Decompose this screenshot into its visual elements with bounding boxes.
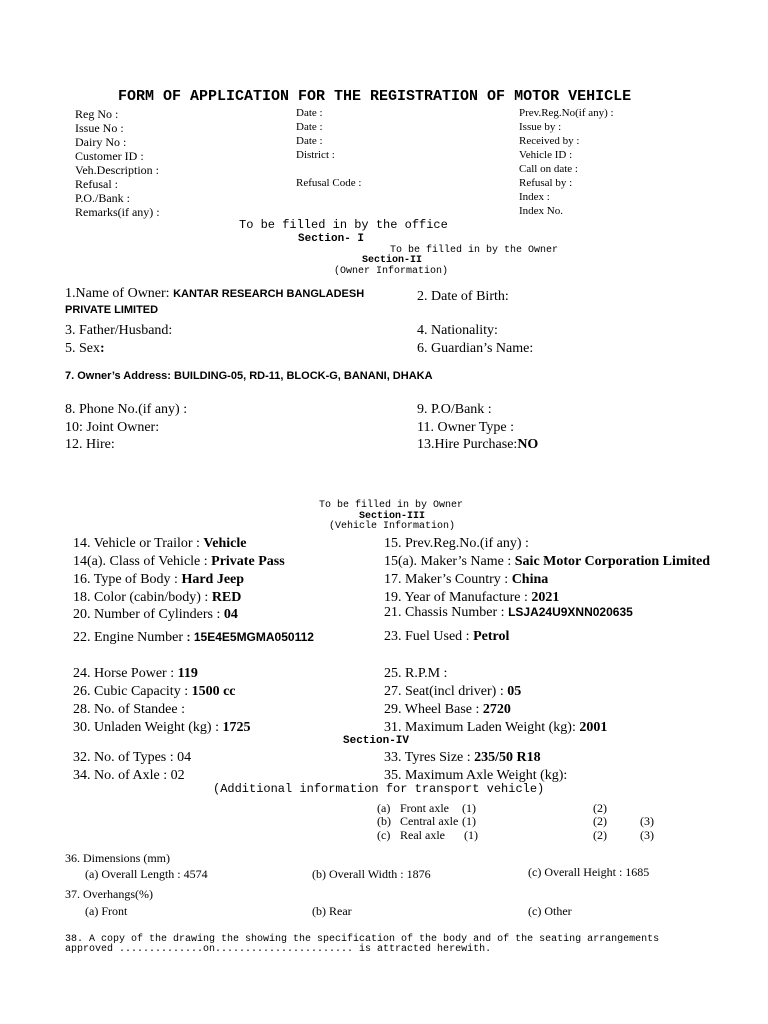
owner-name-label: 1.Name of Owner: [65, 286, 174, 301]
fuel-used-label: 23. Fuel Used : [384, 629, 474, 644]
nationality-label: 4. Nationality: [417, 323, 498, 338]
cylinders-field [73, 607, 238, 623]
index-no-label: Index No. [519, 205, 563, 217]
laden-weight-label: 31. Maximum Laden Weight (kg): [384, 720, 580, 735]
prev-reg-label: Prev.Reg.No(if any) : [519, 107, 614, 119]
sex-label: 5. Sex [65, 341, 100, 356]
prev-reg-no-label: 15. Prev.Reg.No.(if any) : [384, 536, 529, 551]
seat-value: 05 [507, 684, 522, 699]
makers-name-value: Saic Motor Corporation Limited [514, 554, 711, 569]
owner-address: 7. Owner’s Address: BUILDING-05, RD-11, BLOCK-G, BANANI, DHAKA [65, 370, 433, 382]
engine-number-value: : 15E4E5MGMA050112 [186, 630, 314, 644]
axle-name: Front axle [400, 801, 449, 815]
makers-country-field [384, 572, 548, 588]
guardian-name-label: 6. Guardian’s Name: [417, 341, 534, 356]
owner-type-label: 11. Owner Type : [417, 420, 515, 435]
father-husband-label: 3. Father/Husband: [65, 323, 173, 338]
class-of-vehicle-value: Private Pass [211, 554, 285, 569]
chassis-number-value: LSJA24U9XNN020635 [508, 605, 633, 619]
vehicle-or-trailor-field [73, 536, 246, 552]
cubic-capacity-value: 1500 cc [191, 684, 236, 699]
year-of-manufacture-field [384, 590, 559, 606]
form-title: FORM OF APPLICATION FOR THE REGISTRATION OF MOTOR VEHICLE [118, 88, 632, 105]
overhangs-label: 37. Overhangs(%) [65, 887, 153, 901]
hire-label: 12. Hire: [65, 437, 115, 452]
makers-name-label: 15(a). Maker’s Name : [384, 554, 515, 569]
hire-purchase-label: 13.Hire Purchase: [417, 437, 518, 452]
laden-weight-field [384, 720, 607, 736]
vehicle-or-trailor-value: Vehicle [203, 536, 247, 551]
no-of-axle-label: 34. No. of Axle : 02 [73, 768, 185, 783]
axle-col-1: (1) [462, 814, 476, 828]
type-of-body-label: 16. Type of Body : [73, 572, 182, 587]
axle-name: Central axle [400, 814, 459, 828]
overhang-rear: (b) Rear [312, 904, 352, 918]
color-label: 18. Color (cabin/body) : [73, 590, 212, 605]
cubic-capacity-field [73, 684, 236, 700]
makers-country-label: 17. Maker’s Country : [384, 572, 512, 587]
overall-width: (b) Overall Width : 1876 [312, 867, 431, 881]
axle-col-3: (3) [640, 828, 654, 842]
makers-name-field [384, 554, 710, 570]
section-1-heading: Section- I [298, 233, 365, 245]
hire-purchase-value: NO [517, 437, 539, 452]
axle-col-1: (1) [462, 801, 476, 815]
axle-key: (b) [377, 814, 391, 828]
remarks-label: Remarks(if any) : [75, 205, 160, 219]
no-of-types-label: 32. No. of Types : 04 [73, 750, 192, 765]
veh-description-label: Veh.Description : [75, 163, 159, 177]
horse-power-field [73, 666, 198, 682]
owner-name-field [65, 286, 364, 302]
fuel-used-value: Petrol [473, 629, 510, 644]
tyres-size-value: 235/50 R18 [474, 750, 541, 765]
unladen-weight-field [73, 720, 250, 736]
index-label: Index : [519, 191, 550, 203]
wheel-base-field [384, 702, 511, 718]
refusal-by-label: Refusal by : [519, 177, 573, 189]
wheel-base-value: 2720 [482, 702, 511, 717]
vehicle-info-subheading: (Vehicle Information) [329, 521, 456, 532]
vehicle-note: To be filled in by Owner [319, 500, 464, 511]
cubic-capacity-label: 26. Cubic Capacity : [73, 684, 192, 699]
laden-weight-value: 2001 [579, 720, 608, 735]
seat-label: 27. Seat(incl driver) : [384, 684, 508, 699]
chassis-number-label: 21. Chassis Number : [384, 605, 509, 620]
engine-number-field [73, 630, 314, 646]
drawing-statement-line-2: approved ..............on....................... is attracted herewith. [65, 944, 492, 955]
horse-power-value: 119 [177, 666, 198, 681]
received-by-label: Received by : [519, 135, 580, 147]
district-label: District : [296, 149, 335, 161]
axle-name: Real axle [400, 828, 445, 842]
date-label-2: Date : [296, 121, 323, 133]
refusal-code-label: Refusal Code : [296, 177, 362, 189]
joint-owner-label: 10: Joint Owner: [65, 420, 160, 435]
cylinders-label: 20. Number of Cylinders : [73, 607, 224, 622]
date-label-1: Date : [296, 107, 323, 119]
drawing-statement-line-1: 38. A copy of the drawing the showing the specification of the body and of the seating arrangements [65, 934, 660, 945]
owner-name-value-line2: PRIVATE LIMITED [65, 304, 159, 316]
rpm-label: 25. R.P.M : [384, 666, 448, 681]
transport-vehicle-note: (Additional information for transport vehicle) [213, 782, 545, 796]
tyres-size-field [384, 750, 541, 766]
color-value: RED [211, 590, 242, 605]
class-of-vehicle-label: 14(a). Class of Vehicle : [73, 554, 212, 569]
call-on-date-label: Call on date : [519, 163, 578, 175]
axle-col-3: (3) [640, 814, 654, 828]
tyres-size-label: 33. Tyres Size : [384, 750, 475, 765]
axle-col-2: (2) [593, 801, 607, 815]
seat-field [384, 684, 521, 700]
dimensions-label: 36. Dimensions (mm) [65, 851, 170, 865]
owner-info-subheading: (Owner Information) [334, 266, 449, 277]
axle-key: (c) [377, 828, 391, 842]
po-bank-label: P.O./Bank : [75, 191, 131, 205]
color-field [73, 590, 241, 606]
section-4-heading: Section-IV [343, 735, 410, 747]
overhang-front: (a) Front [85, 904, 128, 918]
year-of-manufacture-label: 19. Year of Manufacture : [384, 590, 532, 605]
class-of-vehicle-field [73, 554, 285, 570]
overall-length: (a) Overall Length : 4574 [85, 867, 208, 881]
po-bank-owner-label: 9. P.O/Bank : [417, 402, 492, 417]
reg-no-label: Reg No : [75, 107, 119, 121]
standee-label: 28. No. of Standee : [73, 702, 185, 717]
type-of-body-field [73, 572, 244, 588]
owner-name-value: KANTAR RESEARCH BANGLADESH [173, 288, 365, 300]
cylinders-value: 04 [223, 607, 238, 622]
chassis-number-field [384, 605, 633, 621]
fuel-used-field [384, 629, 509, 645]
axle-col-1: (1) [464, 828, 478, 842]
section-3-heading: Section-III [359, 511, 426, 522]
vehicle-id-label: Vehicle ID : [519, 149, 573, 161]
hire-purchase-field [417, 437, 538, 453]
issue-by-label: Issue by : [519, 121, 562, 133]
horse-power-label: 24. Horse Power : [73, 666, 178, 681]
issue-no-label: Issue No : [75, 121, 124, 135]
sex-colon: : [100, 341, 105, 356]
office-note: To be filled in by the office [239, 218, 448, 232]
type-of-body-value: Hard Jeep [181, 572, 245, 587]
owner-note: To be filled in by the Owner [390, 245, 559, 256]
overhang-other: (c) Other [528, 904, 572, 918]
overall-height: (c) Overall Height : 1685 [528, 865, 650, 879]
customer-id-label: Customer ID : [75, 149, 144, 163]
phone-label: 8. Phone No.(if any) : [65, 402, 188, 417]
makers-country-value: China [511, 572, 549, 587]
vehicle-or-trailor-label: 14. Vehicle or Trailor : [73, 536, 204, 551]
date-of-birth-label: 2. Date of Birth: [417, 289, 509, 304]
sex-field [65, 341, 105, 357]
unladen-weight-label: 30. Unladen Weight (kg) : [73, 720, 223, 735]
axle-col-2: (2) [593, 814, 607, 828]
max-axle-weight-label: 35. Maximum Axle Weight (kg): [384, 768, 568, 783]
axle-key: (a) [377, 801, 391, 815]
date-label-3: Date : [296, 135, 323, 147]
axle-col-2: (2) [593, 828, 607, 842]
unladen-weight-value: 1725 [222, 720, 251, 735]
refusal-label: Refusal : [75, 177, 118, 191]
year-of-manufacture-value: 2021 [531, 590, 560, 605]
dairy-no-label: Dairy No : [75, 135, 127, 149]
section-2-heading: Section-II [362, 255, 423, 266]
wheel-base-label: 29. Wheel Base : [384, 702, 483, 717]
engine-number-label: 22. Engine Number [73, 630, 187, 645]
